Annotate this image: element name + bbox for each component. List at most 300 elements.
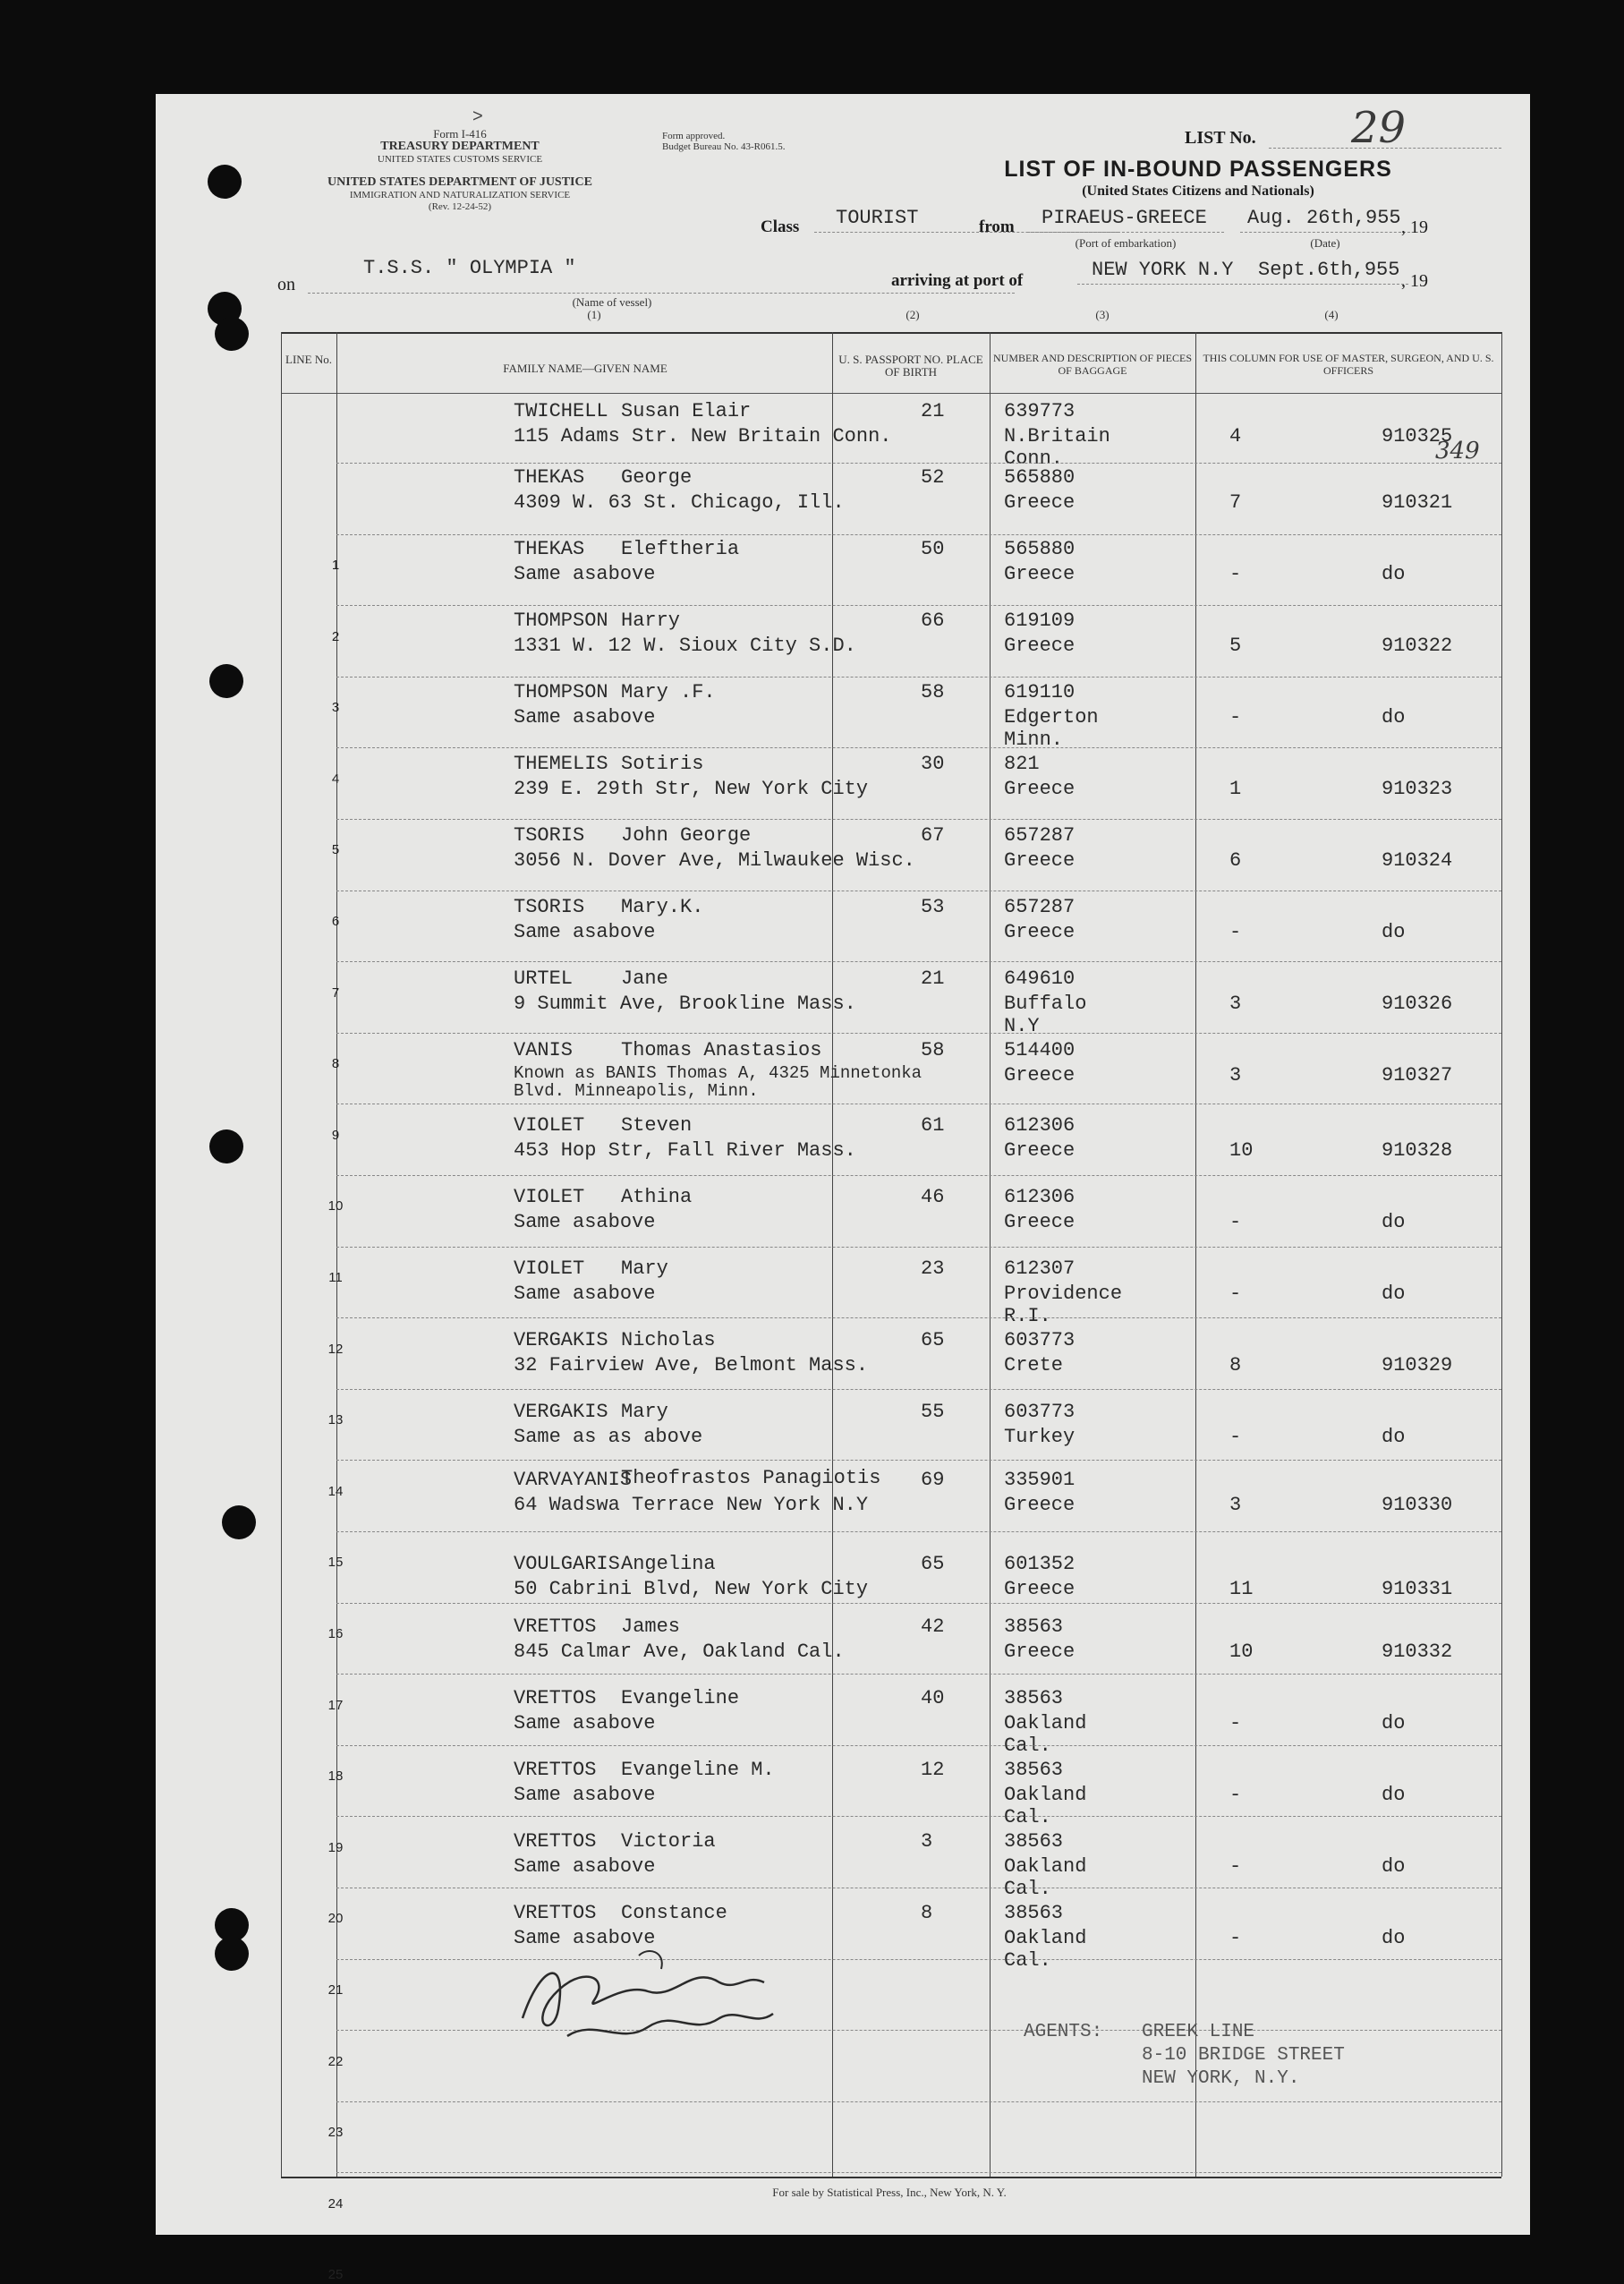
- address: 32 Fairview Ave, Belmont Mass.: [514, 1354, 869, 1376]
- header-line-no: LINE No.: [285, 353, 332, 366]
- officer-code: 910322: [1382, 635, 1453, 657]
- family-name: VOULGARIS: [514, 1553, 620, 1575]
- address: 50 Cabrini Blvd, New York City: [514, 1578, 869, 1600]
- row-rule: [336, 2101, 1501, 2102]
- age-value: 12: [921, 1759, 945, 1781]
- age-value: 42: [921, 1615, 945, 1638]
- place-of-birth: Greece: [1004, 1494, 1076, 1516]
- place-of-birth: Providence R.I.: [1004, 1283, 1123, 1327]
- col-index-1: (1): [587, 308, 601, 321]
- age-value: 3: [921, 1830, 933, 1853]
- address: Same asabove: [514, 1283, 656, 1305]
- family-name: THEKAS: [514, 466, 585, 489]
- baggage-count: 3: [1229, 993, 1242, 1015]
- given-name: Harry: [621, 609, 681, 632]
- given-name: Sotiris: [621, 753, 704, 775]
- baggage-count: 1: [1229, 778, 1242, 800]
- header-officers: THIS COLUMN FOR USE OF MASTER, SURGEON, AND U. S. OFFICERS: [1203, 352, 1494, 377]
- baggage-count: -: [1229, 1855, 1242, 1878]
- family-name: VANIS: [514, 1039, 574, 1061]
- age-value: 55: [921, 1401, 945, 1423]
- baggage-count: 7: [1229, 491, 1242, 514]
- passenger-row: [156, 824, 1453, 896]
- address: Same asabove: [514, 1784, 656, 1806]
- col-index-3: (3): [1095, 308, 1110, 321]
- given-name: Athina: [621, 1186, 693, 1208]
- officer-code: do: [1382, 1426, 1406, 1448]
- list-no-value: 29: [1351, 103, 1407, 153]
- line-number: 15: [327, 1555, 344, 1571]
- address: 845 Calmar Ave, Oakland Cal.: [514, 1641, 845, 1663]
- passport-number: 649610: [1004, 967, 1076, 990]
- address: 64 Wadswa Terrace New York N.Y: [514, 1494, 869, 1516]
- age-value: 46: [921, 1186, 945, 1208]
- col-index-4: (4): [1324, 308, 1339, 321]
- address: 3056 N. Dover Ave, Milwaukee Wisc.: [514, 849, 915, 872]
- officer-code: do: [1382, 1283, 1406, 1305]
- given-name: Evangeline M.: [621, 1759, 775, 1781]
- place-of-birth: Oakland Cal.: [1004, 1855, 1087, 1900]
- age-value: 23: [921, 1257, 945, 1280]
- passport-number: 612306: [1004, 1186, 1076, 1208]
- line-number: 12: [327, 1341, 344, 1357]
- baggage-count: -: [1229, 1927, 1242, 1949]
- address: Same asabove: [514, 1712, 656, 1734]
- given-name: Jane: [621, 967, 668, 990]
- table-right-rule: [1501, 332, 1502, 2177]
- line-number: 23: [327, 2125, 344, 2141]
- line-number: 11: [328, 1270, 343, 1285]
- punch-hole: [209, 1129, 243, 1163]
- age-value: 53: [921, 896, 945, 918]
- officer-code: 910323: [1382, 778, 1453, 800]
- line-number: 13: [327, 1412, 344, 1428]
- given-name: Mary: [621, 1401, 668, 1423]
- line-number: 4: [331, 771, 340, 787]
- agents-line-2: 8-10 BRIDGE STREET: [1142, 2045, 1345, 2066]
- form-approved: Form approved.: [662, 131, 726, 141]
- family-name: URTEL: [514, 967, 574, 990]
- passenger-row: [156, 896, 1406, 967]
- age-value: 61: [921, 1114, 945, 1137]
- row-rule: [336, 534, 1501, 535]
- agents-line-3: NEW YORK, N.Y.: [1142, 2068, 1300, 2089]
- officer-signature: [514, 1929, 809, 2063]
- family-name: VRETTOS: [514, 1759, 597, 1781]
- treasury-label: TREASURY DEPARTMENT: [380, 140, 540, 153]
- family-name: VRETTOS: [514, 1902, 597, 1924]
- date-line: [1240, 232, 1410, 233]
- baggage-count: -: [1229, 1712, 1242, 1734]
- row-rule: [336, 1959, 1501, 1960]
- line-number: 10: [327, 1198, 344, 1214]
- age-value: 65: [921, 1329, 945, 1351]
- given-name: Eleftheria: [621, 538, 740, 560]
- officer-code: 910321: [1382, 491, 1453, 514]
- form-title: LIST OF IN-BOUND PASSENGERS: [1004, 157, 1392, 182]
- passenger-row: [156, 609, 1453, 681]
- baggage-count: -: [1229, 921, 1242, 943]
- passport-number: 38563: [1004, 1830, 1064, 1853]
- baggage-count: -: [1229, 706, 1242, 729]
- line-number: 18: [327, 1768, 344, 1785]
- age-value: 21: [921, 400, 945, 422]
- address: 4309 W. 63 St. Chicago, Ill.: [514, 491, 845, 514]
- place-of-birth: Oakland Cal.: [1004, 1784, 1087, 1828]
- family-name: VERGAKIS: [514, 1401, 608, 1423]
- line-number: 22: [327, 2053, 344, 2069]
- row-rule: [336, 961, 1501, 962]
- officer-code: do: [1382, 1211, 1406, 1233]
- baggage-count: 6: [1229, 849, 1242, 872]
- officer-code: do: [1382, 563, 1406, 585]
- passport-number: 612306: [1004, 1114, 1076, 1137]
- passenger-row: [156, 538, 1406, 609]
- passport-number: 603773: [1004, 1329, 1076, 1351]
- line-number: 2: [331, 628, 340, 644]
- footer-printer: For sale by Statistical Press, Inc., New York, N. Y.: [772, 2186, 1007, 2199]
- place-of-birth: Greece: [1004, 1578, 1076, 1600]
- family-name: VIOLET: [514, 1114, 585, 1137]
- given-name: Evangeline: [621, 1687, 740, 1709]
- age-value: 52: [921, 466, 945, 489]
- baggage-count: -: [1229, 1211, 1242, 1233]
- place-of-birth: Greece: [1004, 635, 1076, 657]
- header-passport: U. S. PASSPORT NO. PLACE OF BIRTH: [838, 353, 983, 379]
- family-name: TSORIS: [514, 896, 585, 918]
- address: 115 Adams Str. New Britain Conn.: [514, 425, 892, 447]
- line-number: 20: [327, 1911, 344, 1927]
- given-name: Constance: [621, 1902, 727, 1924]
- place-of-birth: Edgerton Minn.: [1004, 706, 1099, 751]
- passport-number: 38563: [1004, 1902, 1064, 1924]
- passport-number: 601352: [1004, 1553, 1076, 1575]
- passenger-row: [156, 1830, 1406, 1902]
- baggage-count: 3: [1229, 1064, 1242, 1087]
- arrival-line: [1077, 284, 1408, 285]
- baggage-count: 3: [1229, 1494, 1242, 1516]
- place-of-birth: Greece: [1004, 563, 1076, 585]
- baggage-count: 8: [1229, 1354, 1242, 1376]
- given-name: Mary.K.: [621, 896, 704, 918]
- family-name: THEMELIS: [514, 753, 608, 775]
- age-value: 69: [921, 1469, 945, 1491]
- from-label: from: [979, 217, 1015, 236]
- passenger-row: [156, 466, 1453, 538]
- year-label-2: , 19: [1401, 271, 1428, 291]
- officer-code: 910325: [1382, 425, 1453, 447]
- given-name: Mary .F.: [621, 681, 716, 703]
- passenger-row: [156, 1039, 1453, 1111]
- passport-number: 565880: [1004, 466, 1076, 489]
- address: Same asabove: [514, 1211, 656, 1233]
- line-number: 24: [327, 2195, 344, 2212]
- baggage-count: 10: [1229, 1139, 1254, 1162]
- baggage-count: 10: [1229, 1641, 1254, 1663]
- line-number: 19: [327, 1839, 344, 1855]
- place-of-birth: Greece: [1004, 491, 1076, 514]
- punch-hole: [208, 165, 242, 199]
- place-of-birth: Greece: [1004, 1641, 1076, 1663]
- row-rule: [336, 463, 1501, 464]
- officer-code: do: [1382, 1927, 1406, 1949]
- baggage-count: 5: [1229, 635, 1242, 657]
- header-mark: >: [472, 107, 483, 126]
- from-value: PIRAEUS-GREECE: [1042, 207, 1207, 229]
- passport-number: 603773: [1004, 1401, 1076, 1423]
- row-rule: [336, 605, 1501, 606]
- passenger-row: [156, 1401, 1406, 1472]
- row-rule: [336, 747, 1501, 748]
- col-baggage-rule: [1195, 332, 1196, 2177]
- line-number: 14: [327, 1483, 344, 1499]
- punch-hole: [209, 664, 243, 698]
- age-value: 50: [921, 538, 945, 560]
- manifest-page: [156, 94, 1530, 2283]
- line-number: 17: [327, 1697, 344, 1713]
- baggage-count: -: [1229, 1784, 1242, 1806]
- passenger-row: [156, 753, 1453, 824]
- line-number: 9: [331, 1127, 340, 1143]
- passport-number: 619110: [1004, 681, 1076, 703]
- margin-note: 349: [1435, 438, 1480, 464]
- place-of-birth: Oakland Cal.: [1004, 1712, 1087, 1757]
- family-name: VERGAKIS: [514, 1329, 608, 1351]
- address: 1331 W. 12 W. Sioux City S.D.: [514, 635, 856, 657]
- given-name: Angelina: [621, 1553, 716, 1575]
- vessel-name: T.S.S. " OLYMPIA ": [363, 257, 576, 279]
- place-of-birth: Buffalo N.Y: [1004, 993, 1087, 1037]
- age-value: 66: [921, 609, 945, 632]
- passport-number: 821: [1004, 753, 1040, 775]
- passport-number: 38563: [1004, 1759, 1064, 1781]
- punch-hole: [222, 1505, 256, 1539]
- passenger-row: [156, 1467, 1453, 1540]
- address: Same asabove: [514, 706, 656, 729]
- table-header-rule: [281, 393, 1501, 394]
- officer-code: do: [1382, 706, 1406, 729]
- date-caption: (Date): [1310, 236, 1340, 250]
- passport-number: 639773: [1004, 400, 1076, 422]
- row-rule: [336, 677, 1501, 678]
- given-name: Nicholas: [621, 1329, 716, 1351]
- row-rule: [336, 1389, 1501, 1390]
- passport-number: 335901: [1004, 1469, 1076, 1491]
- officer-code: 910327: [1382, 1064, 1453, 1087]
- class-value: TOURIST: [836, 207, 919, 229]
- place-of-birth: N.Britain Conn.: [1004, 425, 1110, 470]
- passport-number: 38563: [1004, 1687, 1064, 1709]
- line-number: 8: [331, 1056, 340, 1072]
- line-number: 25: [327, 2267, 344, 2283]
- address: 453 Hop Str, Fall River Mass.: [514, 1139, 856, 1162]
- form-number: Form I-416: [433, 127, 487, 141]
- passport-number: 565880: [1004, 538, 1076, 560]
- family-name: THEKAS: [514, 538, 585, 560]
- address: Same as as above: [514, 1426, 703, 1448]
- family-name: THOMPSON: [514, 609, 608, 632]
- passport-number: 657287: [1004, 896, 1076, 918]
- family-name: VIOLET: [514, 1186, 585, 1208]
- place-of-birth: Greece: [1004, 1139, 1076, 1162]
- row-rule: [336, 1175, 1501, 1176]
- baggage-count: 11: [1229, 1578, 1254, 1600]
- class-label: Class: [761, 217, 800, 236]
- on-label: on: [277, 275, 295, 294]
- passport-number: 38563: [1004, 1615, 1064, 1638]
- line-number: 5: [331, 842, 340, 858]
- passenger-row: [156, 400, 1453, 472]
- given-name: Mary: [621, 1257, 668, 1280]
- row-rule: [336, 2030, 1501, 2031]
- baggage-count: 4: [1229, 425, 1242, 447]
- address: 239 E. 29th Str, New York City: [514, 778, 869, 800]
- arrival-date: Sept.6th,955: [1258, 259, 1400, 281]
- passenger-row: [156, 1553, 1453, 1624]
- age-value: 21: [921, 967, 945, 990]
- given-name: Thomas Anastasios: [621, 1039, 822, 1061]
- given-name: Theofrastos Panagiotis: [621, 1467, 881, 1489]
- family-name: TSORIS: [514, 824, 585, 847]
- passport-number: 619109: [1004, 609, 1076, 632]
- place-of-birth: Greece: [1004, 921, 1076, 943]
- row-rule: [336, 1816, 1501, 1817]
- line-number: 1: [331, 558, 340, 573]
- officer-code: 910330: [1382, 1494, 1453, 1516]
- officer-code: do: [1382, 1712, 1406, 1734]
- passenger-row: [156, 1759, 1406, 1830]
- arrival-port: NEW YORK N.Y: [1092, 259, 1234, 281]
- officer-code: 910331: [1382, 1578, 1453, 1600]
- row-rule: [336, 1033, 1501, 1034]
- age-value: 8: [921, 1902, 933, 1924]
- place-of-birth: Greece: [1004, 1211, 1076, 1233]
- header-name: FAMILY NAME—GIVEN NAME: [503, 362, 667, 375]
- given-name: John George: [621, 824, 752, 847]
- passenger-row: [156, 1615, 1453, 1687]
- family-name: VIOLET: [514, 1257, 585, 1280]
- age-value: 65: [921, 1553, 945, 1575]
- officer-code: 910329: [1382, 1354, 1453, 1376]
- row-rule: [336, 1531, 1501, 1532]
- list-no-label: LIST No.: [1185, 128, 1256, 148]
- line-number: 6: [331, 914, 340, 929]
- col-index-2: (2): [906, 308, 920, 321]
- baggage-count: -: [1229, 563, 1242, 585]
- family-name: THOMPSON: [514, 681, 608, 703]
- line-number: 16: [327, 1626, 344, 1641]
- place-of-birth: Turkey: [1004, 1426, 1076, 1448]
- agents-label: AGENTS:: [1024, 2022, 1103, 2042]
- baggage-count: -: [1229, 1426, 1242, 1448]
- row-rule: [336, 1317, 1501, 1318]
- given-name: George: [621, 466, 693, 489]
- row-rule: [336, 1603, 1501, 1604]
- officer-code: 910332: [1382, 1641, 1453, 1663]
- address: Same asabove: [514, 563, 656, 585]
- age-value: 67: [921, 824, 945, 847]
- doj-label: UNITED STATES DEPARTMENT OF JUSTICE: [327, 175, 592, 189]
- place-of-birth: Crete: [1004, 1354, 1064, 1376]
- departure-date: Aug. 26th,955: [1247, 207, 1401, 229]
- family-name: VRETTOS: [514, 1615, 597, 1638]
- embark-caption: (Port of embarkation): [1075, 236, 1177, 250]
- ins-label: IMMIGRATION AND NATURALIZATION SERVICE: [349, 190, 571, 200]
- passport-number: 657287: [1004, 824, 1076, 847]
- row-rule: [336, 2172, 1501, 2173]
- line-number: 7: [331, 984, 340, 1001]
- passport-number: 612307: [1004, 1257, 1076, 1280]
- passenger-row: [156, 1687, 1406, 1759]
- address: Known as BANIS Thomas A, 4325 Minnetonka Blvd. Minneapolis, Minn.: [514, 1063, 923, 1101]
- officer-code: do: [1382, 1855, 1406, 1878]
- baggage-count: -: [1229, 1283, 1242, 1305]
- given-name: James: [621, 1615, 681, 1638]
- given-name: Susan Elair: [621, 400, 752, 422]
- address: Same asabove: [514, 1927, 656, 1949]
- row-rule: [336, 1460, 1501, 1461]
- family-name: TWICHELL: [514, 400, 608, 422]
- punch-hole: [215, 317, 249, 351]
- place-of-birth: Greece: [1004, 849, 1076, 872]
- line-number: 3: [331, 700, 340, 716]
- age-value: 40: [921, 1687, 945, 1709]
- row-rule: [336, 819, 1501, 820]
- place-of-birth: Oakland Cal.: [1004, 1927, 1087, 1972]
- budget-bureau: Budget Bureau No. 43-R061.5.: [662, 141, 786, 152]
- row-rule: [336, 1745, 1501, 1746]
- age-value: 58: [921, 1039, 945, 1061]
- row-rule: [336, 1674, 1501, 1675]
- table-bottom-rule: [281, 2177, 1501, 2178]
- vessel-line: [308, 293, 1015, 294]
- passport-number: 514400: [1004, 1039, 1076, 1061]
- given-name: Steven: [621, 1114, 693, 1137]
- family-name: VRETTOS: [514, 1687, 597, 1709]
- arriving-label: arriving at port of: [891, 271, 1024, 290]
- passenger-row: [156, 681, 1406, 753]
- passenger-row: [156, 967, 1453, 1039]
- family-name: VARVAYANIS: [514, 1469, 633, 1491]
- place-of-birth: Greece: [1004, 778, 1076, 800]
- table-top-rule: [281, 332, 1501, 334]
- from-line: [1027, 232, 1224, 233]
- passenger-row: [156, 1329, 1453, 1401]
- revision-label: (Rev. 12-24-52): [428, 201, 492, 212]
- officer-code: do: [1382, 921, 1406, 943]
- agents-line-1: GREEK LINE: [1142, 2022, 1255, 2042]
- officer-code: 910328: [1382, 1139, 1453, 1162]
- age-value: 58: [921, 681, 945, 703]
- family-name: VRETTOS: [514, 1830, 597, 1853]
- address: Same asabove: [514, 921, 656, 943]
- form-subtitle: (United States Citizens and Nationals): [1082, 183, 1314, 199]
- line-number: 21: [327, 1982, 344, 1998]
- vessel-caption: (Name of vessel): [572, 295, 652, 309]
- customs-label: UNITED STATES CUSTOMS SERVICE: [377, 154, 543, 165]
- officer-code: 910326: [1382, 993, 1453, 1015]
- address: 9 Summit Ave, Brookline Mass.: [514, 993, 856, 1015]
- header-baggage: NUMBER AND DESCRIPTION OF PIECES OF BAGGAGE: [992, 352, 1193, 377]
- officer-code: 910324: [1382, 849, 1453, 872]
- address: Same asabove: [514, 1855, 656, 1878]
- punch-hole: [215, 1937, 249, 1971]
- given-name: Victoria: [621, 1830, 716, 1853]
- age-value: 30: [921, 753, 945, 775]
- officer-code: do: [1382, 1784, 1406, 1806]
- year-label-1: , 19: [1401, 217, 1428, 237]
- place-of-birth: Greece: [1004, 1064, 1076, 1087]
